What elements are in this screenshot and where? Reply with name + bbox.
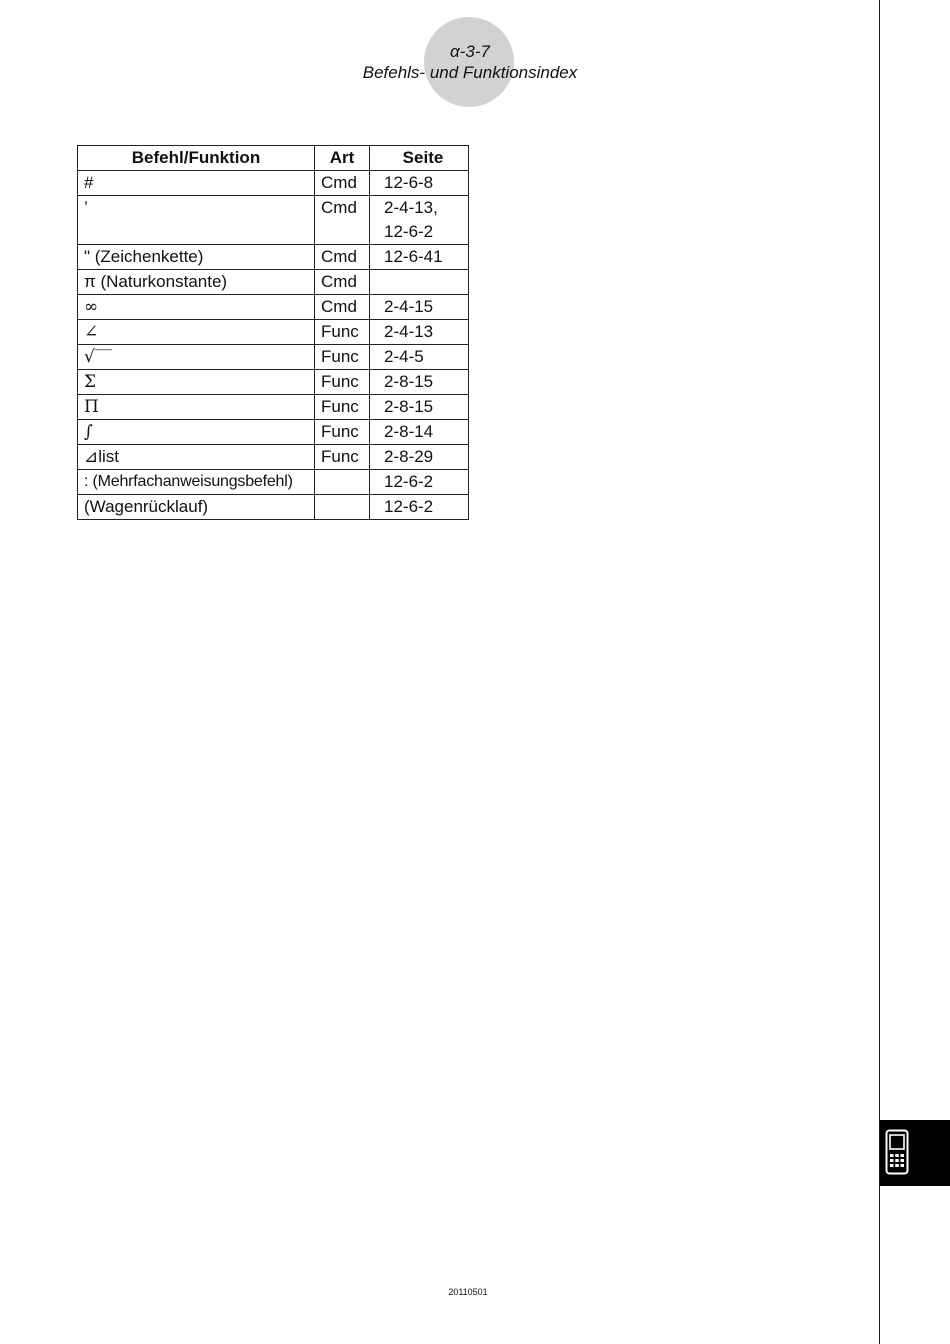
command-name: ’ [78,196,315,245]
page-ref-line: 2-4-13, [384,198,438,217]
page-ref: 2-8-14 [370,420,469,445]
page-ref: 12-6-8 [370,171,469,196]
command-name: ⊿list [78,445,315,470]
calculator-icon [885,1129,909,1175]
page-ref: 2-4-13 [370,320,469,345]
command-name: Π [78,395,315,420]
table-row [78,395,469,420]
command-type: Cmd [315,270,370,295]
table-header-row [78,146,469,171]
table-row [78,445,469,470]
page-ref [370,270,469,295]
table-row [78,171,469,196]
command-type [315,495,370,520]
table-row [78,320,469,345]
command-name: √‾‾ [78,345,315,370]
command-index-table [77,145,469,520]
command-type: Func [315,395,370,420]
command-type: Cmd [315,245,370,270]
command-type: Func [315,445,370,470]
table-row [78,196,469,245]
page-ref: 12-6-41 [370,245,469,270]
command-type: Func [315,370,370,395]
page-ref: 12-6-2 [370,470,469,495]
command-type: Func [315,320,370,345]
command-type: Func [315,420,370,445]
page-ref: 2-8-29 [370,445,469,470]
command-type [315,470,370,495]
table-row [78,345,469,370]
command-name: π (Naturkonstante) [78,270,315,295]
page-title: Befehls- und Funktionsindex [362,63,578,82]
command-name: Σ [78,370,315,395]
command-name: : (Mehrfachanweisungsbefehl) [78,470,315,495]
column-header-page: Seite [370,146,469,171]
table-row [78,420,469,445]
command-type: Cmd [315,295,370,320]
footer-code: 20110501 [448,1287,488,1297]
table-row [78,370,469,395]
command-name: ∠ [78,320,315,345]
column-header-type: Art [315,146,370,171]
page-code: α-3-7 [450,42,490,61]
command-name: " (Zeichenkette) [78,245,315,270]
page-ref [370,196,469,245]
page-ref: 2-8-15 [370,370,469,395]
page-ref-line: 12-6-2 [384,222,434,241]
column-header-command: Befehl/Funktion [78,146,315,171]
command-name: ∞ [78,295,315,320]
command-type: Cmd [315,171,370,196]
page-ref: 2-4-5 [370,345,469,370]
command-type: Cmd [315,196,370,245]
page-ref: 2-8-15 [370,395,469,420]
table-row [78,245,469,270]
command-type: Func [315,345,370,370]
table-row [78,470,469,495]
page-ref: 2-4-15 [370,295,469,320]
table-row [78,295,469,320]
command-name: (Wagenrücklauf) [78,495,315,520]
command-name: # [78,171,315,196]
table-row [78,270,469,295]
header-circle [424,17,514,107]
page-ref: 12-6-2 [370,495,469,520]
table-row [78,495,469,520]
side-tab [880,1120,950,1186]
command-name: ∫ [78,420,315,445]
